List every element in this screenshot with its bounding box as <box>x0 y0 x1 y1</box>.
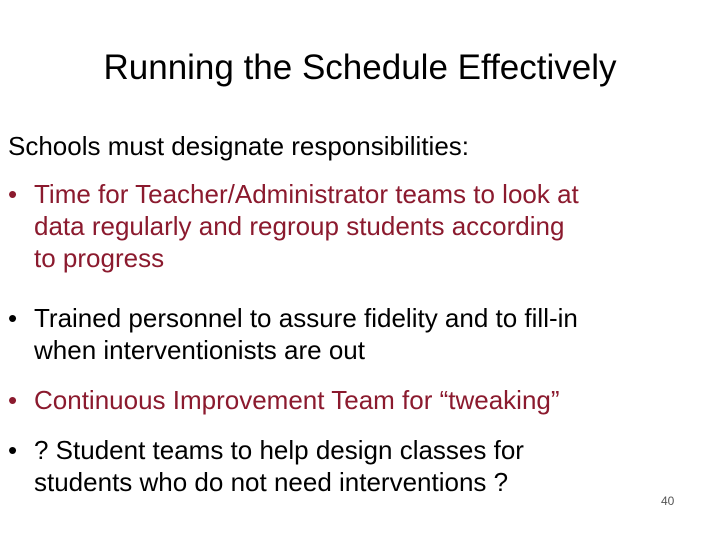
slide-title: Running the Schedule Effectively <box>103 48 617 87</box>
bullet-item <box>8 434 524 498</box>
bullet-icon: • <box>8 435 18 465</box>
bullet-line: data regularly and regroup students according <box>34 211 565 241</box>
bullet-line: students who do not need interventions ? <box>34 467 509 497</box>
bullet-line: to progress <box>34 243 165 273</box>
page-number: 40 <box>661 494 675 508</box>
bullet-line: ? Student teams to help design classes for <box>34 435 524 465</box>
bullet-item <box>8 302 578 366</box>
bullet-line: Time for Teacher/Administrator teams to look at <box>34 179 579 209</box>
bullet-item <box>8 384 560 416</box>
bullet-icon: • <box>8 385 18 415</box>
bullet-line: when interventionists are out <box>34 335 365 365</box>
bullet-icon: • <box>8 179 18 209</box>
bullet-item <box>8 178 579 274</box>
intro-text: Schools must designate responsibilities: <box>8 131 470 161</box>
bullet-line: Trained personnel to assure fidelity and to fill-in <box>34 303 578 333</box>
bullet-line: Continuous Improvement Team for “tweaking” <box>34 385 560 415</box>
bullet-icon: • <box>8 303 18 333</box>
